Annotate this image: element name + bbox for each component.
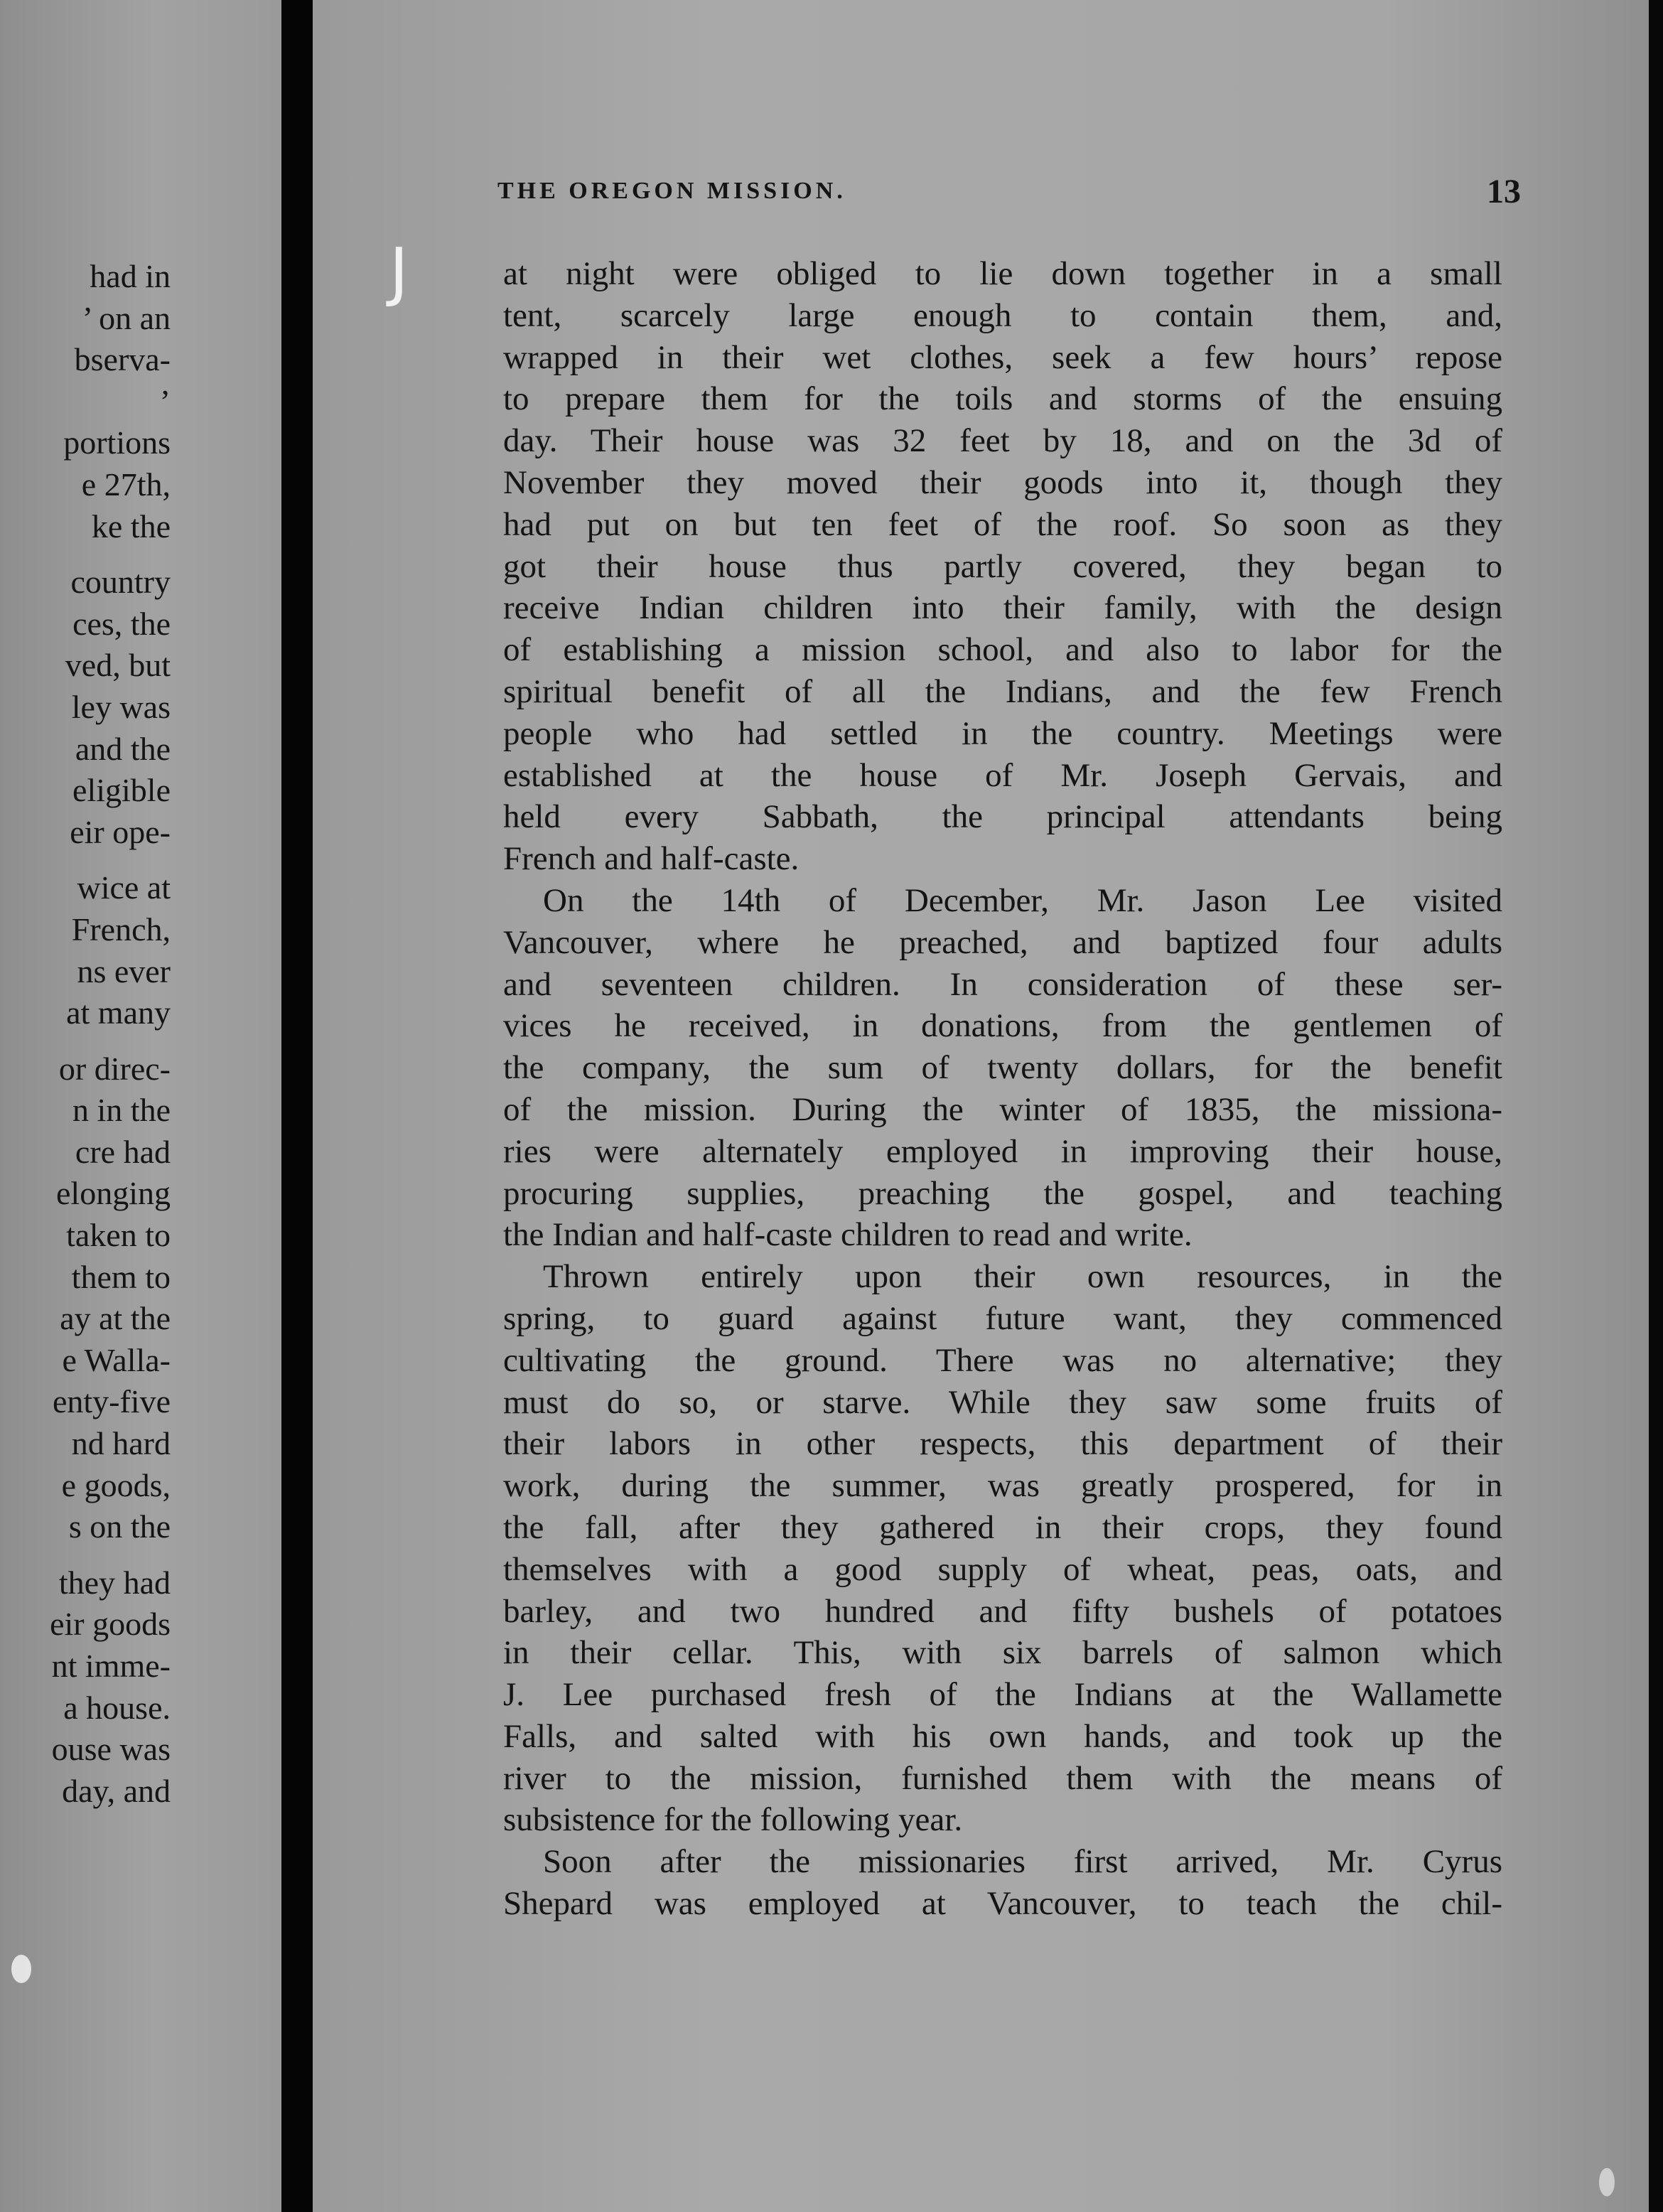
left-page xyxy=(0,0,281,2212)
text-line: barley, and two hundred and fifty bushels of potatoes xyxy=(503,1592,1502,1630)
left-page-line: or direc- xyxy=(58,1050,171,1087)
page-edge xyxy=(1649,0,1663,2212)
book-gutter xyxy=(281,0,313,2212)
left-page-line: cre had xyxy=(75,1133,171,1170)
left-page-line: portions xyxy=(63,424,171,461)
left-page-line xyxy=(0,547,171,562)
text-line: the Indian and half-caste children to read and write. xyxy=(503,1216,1193,1254)
text-line: ries were alternately employed in improving their house, xyxy=(503,1132,1502,1170)
left-page-line: nd hard xyxy=(71,1425,171,1462)
text-line: in their cellar. This, with six barrels of salmon which xyxy=(503,1634,1502,1672)
left-page-line: e goods, xyxy=(61,1466,171,1503)
left-page-line: they had xyxy=(58,1564,171,1601)
running-title: THE OREGON MISSION. xyxy=(497,178,846,204)
text-line: their labors in other respects, this department of their xyxy=(503,1425,1502,1463)
left-page-line: ley was xyxy=(71,688,171,725)
left-page-line: enty-five xyxy=(52,1383,171,1420)
left-page-line: eligible xyxy=(72,772,171,809)
left-page-line: ces, the xyxy=(72,605,171,642)
left-page-line: n in the xyxy=(72,1092,171,1129)
left-page-line: at many xyxy=(66,994,171,1031)
text-line: procuring supplies, preaching the gospel, and teaching xyxy=(503,1174,1502,1212)
left-page-line: day, and xyxy=(62,1772,171,1809)
left-page-line: taken to xyxy=(66,1217,171,1254)
text-line: at night were obliged to lie down together in a small xyxy=(503,255,1502,292)
left-page-line: ved, but xyxy=(65,647,171,684)
left-page-line xyxy=(0,1548,171,1562)
text-line: work, during the summer, was greatly prospered, for in xyxy=(503,1467,1502,1505)
left-page-text xyxy=(0,256,171,1812)
left-page-line: ay at the xyxy=(60,1300,171,1337)
left-page-line: and the xyxy=(75,730,171,767)
text-line: Thrown entirely upon their own resources, in the xyxy=(543,1258,1502,1296)
text-line: Vancouver, where he preached, and baptized four adults xyxy=(503,923,1502,961)
text-line: On the 14th of December, Mr. Jason Lee visited xyxy=(543,881,1502,919)
left-page-line: e 27th, xyxy=(81,466,171,503)
text-line: of establishing a mission school, and also to labor for the xyxy=(503,631,1502,669)
text-line: and seventeen children. In consideration of these ser- xyxy=(503,965,1502,1003)
left-page-line: ke the xyxy=(91,508,171,544)
left-page-line: eir ope- xyxy=(70,813,171,850)
left-page-line: s on the xyxy=(68,1508,171,1545)
left-page-line: e Walla- xyxy=(62,1341,171,1378)
left-page-line xyxy=(0,1034,171,1048)
left-page-line: nt imme- xyxy=(51,1648,171,1684)
left-page-line: ouse was xyxy=(51,1731,171,1768)
left-page-line: French, xyxy=(71,911,171,947)
text-line: got their house thus partly covered, they began to xyxy=(503,547,1502,585)
text-line: tent, scarcely large enough to contain them, and, xyxy=(503,296,1502,334)
left-page-line: had in xyxy=(90,258,171,294)
text-line: must do so, or starve. While they saw some fruits of xyxy=(503,1383,1502,1421)
left-page-line: elonging xyxy=(56,1175,171,1212)
text-line: had put on but ten feet of the roof. So soon as they xyxy=(503,505,1502,543)
text-line: established at the house of Mr. Joseph Gervais, and xyxy=(503,756,1502,794)
left-page-line: ’ xyxy=(159,382,171,419)
text-line: themselves with a good supply of wheat, peas, oats, and xyxy=(503,1550,1502,1588)
running-head xyxy=(497,173,1521,220)
left-page-line: them to xyxy=(71,1258,171,1295)
left-page-line: wice at xyxy=(77,869,171,906)
left-page-line: a house. xyxy=(63,1689,171,1726)
text-line: Shepard was employed at Vancouver, to teach the chil- xyxy=(503,1885,1502,1923)
text-line: Soon after the missionaries first arrived, Mr. Cyrus xyxy=(543,1843,1502,1881)
left-page-line xyxy=(0,853,171,867)
text-line: the company, the sum of twenty dollars, for the benefit xyxy=(503,1049,1502,1087)
body-text xyxy=(503,253,1502,1925)
text-line: river to the mission, furnished them with the means of xyxy=(503,1759,1502,1797)
text-line: Falls, and salted with his own hands, and took up the xyxy=(503,1717,1502,1755)
left-page-line: ’ on an xyxy=(82,299,171,336)
page-number: 13 xyxy=(1487,173,1521,210)
text-line: subsistence for the following year. xyxy=(503,1801,963,1839)
margin-mark: J xyxy=(389,235,409,309)
left-page-line: bserva- xyxy=(74,341,171,378)
text-line: the fall, after they gathered in their crops, they found xyxy=(503,1508,1502,1546)
left-page-line: eir goods xyxy=(50,1606,171,1643)
left-page-line: country xyxy=(70,564,171,601)
ink-smudge xyxy=(1599,2168,1615,2196)
text-line: to prepare them for the toils and storms of the ensuing xyxy=(503,380,1502,418)
text-line: day. Their house was 32 feet by 18, and on the 3d of xyxy=(503,422,1502,460)
text-line: J. Lee purchased fresh of the Indians at the Wallamette xyxy=(503,1676,1502,1714)
left-page-line: ns ever xyxy=(77,952,171,989)
text-line: of the mission. During the winter of 1835, the missiona- xyxy=(503,1090,1502,1128)
text-line: vices he received, in donations, from the gentlemen of xyxy=(503,1007,1502,1045)
text-line: wrapped in their wet clothes, seek a few hours’ repose xyxy=(503,338,1502,376)
text-line: cultivating the ground. There was no alternative; they xyxy=(503,1341,1502,1379)
text-line: held every Sabbath, the principal attendants being xyxy=(503,798,1502,836)
text-line: French and half-caste. xyxy=(503,840,800,878)
text-line: people who had settled in the country. Meetings were xyxy=(503,714,1502,752)
text-line: November they moved their goods into it, though they xyxy=(503,463,1502,501)
text-line: receive Indian children into their family, with the design xyxy=(503,589,1502,627)
ink-smudge xyxy=(11,1955,31,1983)
text-line: spiritual benefit of all the Indians, and the few French xyxy=(503,672,1502,710)
text-line: spring, to guard against future want, they commenced xyxy=(503,1299,1502,1337)
